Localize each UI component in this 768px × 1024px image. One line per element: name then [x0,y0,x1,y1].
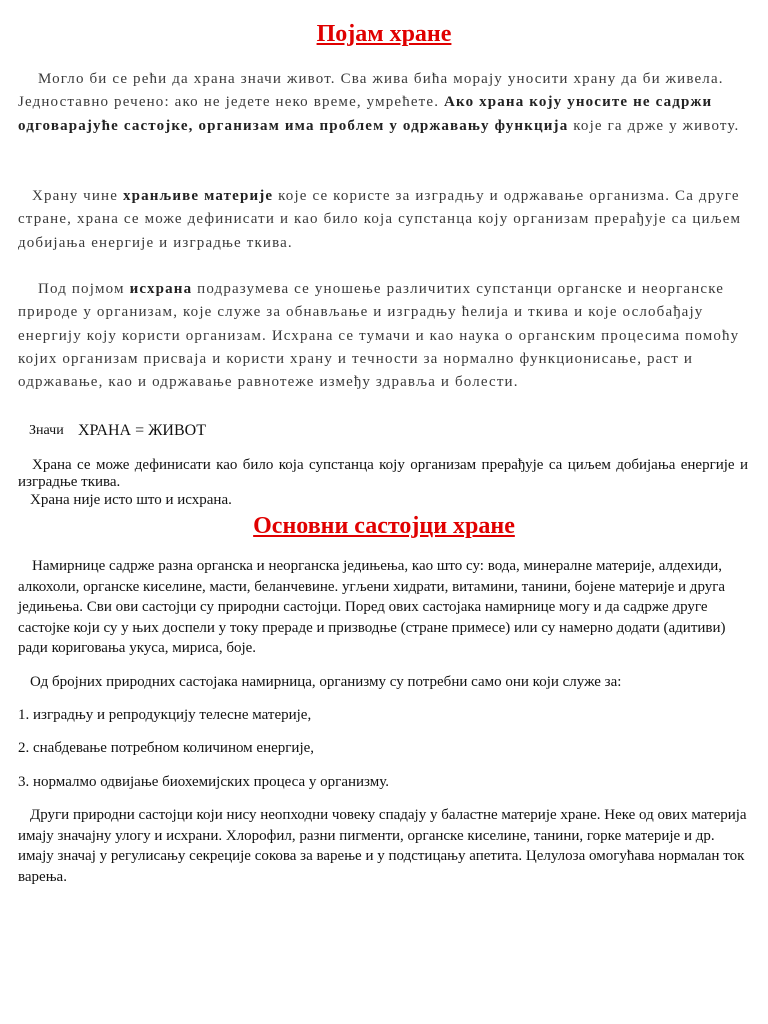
conclusion-label: Значи [29,423,64,438]
list-item: 2. снабдевање потребном количином енергије, [18,740,315,756]
paragraph-text: подразумева се уношење различитих супстанци органске и неорганске природе у организам, које служе за обнављање и изградњу ћелија и ткива и које ослобађају енергију коју користи организам. Исхрана се тумачи и као наука о органским процесима помоћу којих организам присваја и користи храну и течности за нормално функционисање, раст и одржавање, као и одржавање равнотеже између здравља и болести. [18,281,740,391]
paragraph-bold-text: Ако храна коју уносите не садржи одговарајуће састојке, организам има проблем у одржавању функција [18,94,713,134]
section-title-food-concept: Појам хране [316,21,452,47]
conclusion-equation: ХРАНА = ЖИВОТ [78,422,206,439]
paragraph-needed-ingredients: Од бројних природних састојака намирница, организму су потребни само они који служе за: [30,674,622,690]
paragraph-text: које се користе за изградњу и одржавање организма. Са друге стране, храна се може дефинисати и као било која супстанца коју организам прерађује са циљем добијања енергије и изградње ткива. [18,188,742,251]
paragraph-text: које га држе у животу. [573,117,740,134]
section-title-basic-ingredients: Основни састојци хране [253,513,515,539]
paragraph-nutrients [18,185,750,255]
paragraph-text: Под појмом [38,281,125,297]
paragraph-ingredients: Намирнице садрже разна органска и неорганска једињења, као што су: вода, минералне материје, алдехиди, алкохоли, органске киселине, масти, беланчевине. угљени хидрати, витамини, танини, бојене материје и друга једињења. Сви ови састојци су природни састојци. Поред ових састојака намирнице могу и да садрже друге састојке који су у њих доспели у току прераде и призводње (стране примесе) или су намерно додати (адитиви) ради кориговања укуса, мириса, боје. [18,558,726,657]
paragraph-food-vs-nutrition: Храна није исто што и исхрана. [30,492,232,508]
paragraph-bold-text: исхрана [129,281,193,297]
paragraph-ballast-substances: Други природни састојци који нису неопходни човеку спадају у баластне материје хране. Неке од ових материја имају значајну улогу и исхрани. Хлорофил, разни пигменти, органске киселине, танини, горке материје и др. имају значај у регулисању секреције сокова за варење и у подстицању апетита. Целулоза омогућава нормалан ток варења. [18,807,747,885]
list-item: 1. изградњу и репродукцију телесне материје, [18,707,312,723]
paragraph-nutrition [18,278,750,394]
paragraph-text: Могло би се рећи да храна значи живот. Сва жива бића морају уносити храну да би живела. Једноставно речено: ако не једете неко време, умрећете. [18,71,724,111]
paragraph-bold-text: хранљиве материје [122,188,274,204]
list-item: 3. нормалмо одвијање биохемијских процеса у организму. [18,774,389,790]
paragraph-food-definition: Храна се може дефинисати као било која супстанца коју организам прерађује са циљем добијања енергије и изградње ткива. [18,457,748,490]
paragraph-food-means-life [18,68,750,138]
paragraph-text: Храну чине [32,188,119,204]
